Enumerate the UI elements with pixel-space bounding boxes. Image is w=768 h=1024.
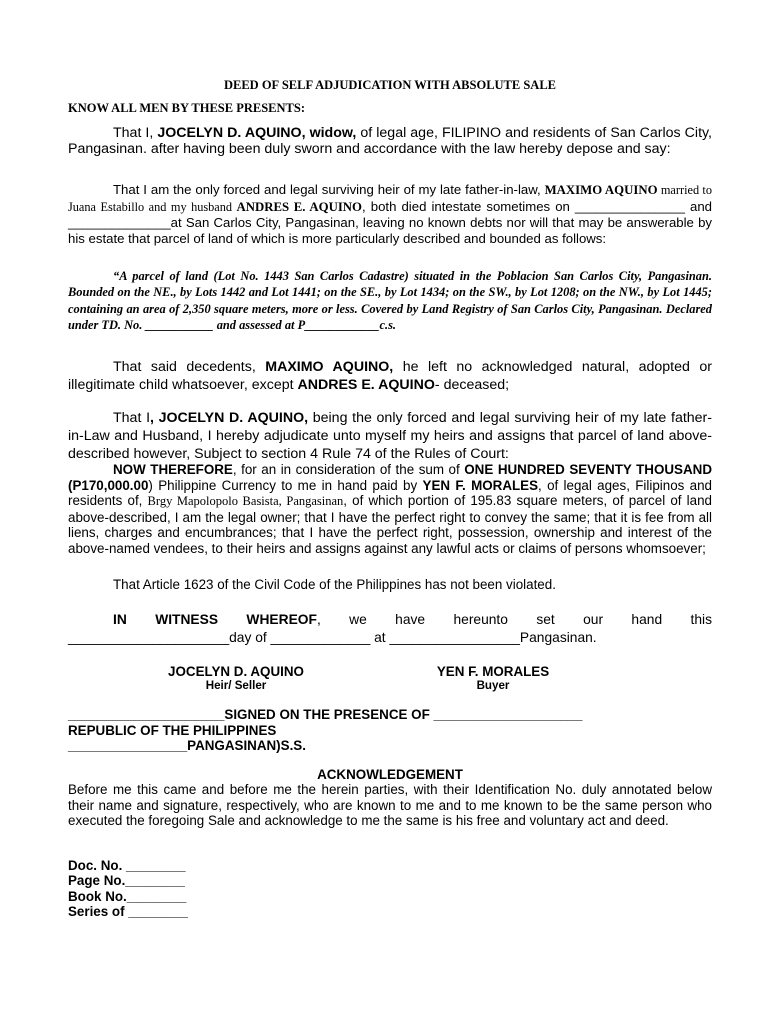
witness-word: have	[395, 612, 426, 627]
sale-amount: ONE HUNDRED SEVENTY THOUSAND (P170,000.00	[68, 462, 712, 493]
witness-word: we	[349, 612, 367, 627]
now-therefore: NOW THEREFORE	[113, 462, 233, 477]
paragraph-adjudication	[68, 409, 712, 463]
witness-clause	[68, 611, 712, 647]
witness-word: WITNESS	[155, 612, 219, 627]
republic-line: REPUBLIC OF THE PHILIPPINES	[68, 722, 277, 738]
text-segment: he left no acknowledged natural, adopted or illegitimate child whatsoever, except	[68, 359, 712, 393]
book-no-field: Book No.________	[68, 888, 187, 904]
text-segment: - deceased;	[434, 377, 510, 393]
heir-name: ANDRES E. AQUINO	[297, 377, 435, 393]
venue-line: ________________PANGASINAN)S.S.	[68, 738, 306, 753]
seller-name: JOCELYN D. AQUINO	[168, 664, 304, 679]
father-name: MAXIMO AQUINO	[544, 183, 658, 197]
text-segment: ) Philippine Currency to me in hand paid by	[148, 477, 423, 493]
seller-signature-block	[156, 664, 316, 692]
paragraph-consideration	[68, 462, 712, 557]
buyer-signature-block	[408, 664, 578, 692]
witness-word: WHEREOF,	[246, 612, 321, 627]
decedent-name: MAXIMO AQUINO,	[265, 359, 394, 375]
witness-date-line: _____________________day of _____________ at _________________Pangasinan.	[68, 630, 597, 645]
affiant-name: , JOCELYN D. AQUINO,	[150, 410, 309, 426]
text-segment: , for an in consideration of the sum of	[232, 462, 465, 477]
series-field: Series of ________	[68, 904, 188, 920]
witness-word: set	[536, 612, 555, 627]
text-segment: That I am the only forced and legal surviving heir of my late father-in-law,	[113, 182, 545, 197]
buyer-role: Buyer	[476, 679, 510, 692]
text-segment: , of which portion of 195.83 square meters, of parcel of land above-described, I am the legal owner; that I have the perfect right to convey the same; that it is fee from all liens, charges and encumbrances; that I have the perfect right, possession, ownership and interest of the above-named vendees, to their heirs and assigns against any lawful acts or claims of persons whomsoever;	[68, 493, 712, 556]
text-segment: That I,	[113, 125, 158, 141]
paragraph-affiant	[68, 125, 712, 157]
presence-block	[68, 707, 712, 754]
document-title: DEED OF SELF ADJUDICATION WITH ABSOLUTE SALE	[223, 78, 557, 92]
text-segment: being the only forced and legal surviving heir of my late father-in-Law and Husband, I hereby adjudicate unto myself my heirs and assigns that parcel of land above- described however, Subject to section 4 Rule 74 of the Rules of Court:	[68, 410, 713, 462]
witness-word: our	[583, 612, 604, 627]
paragraph-decedents	[68, 358, 712, 394]
paragraph-land-description: “A parcel of land (Lot No. 1443 San Carlos Cadastre) situated in the Poblacion San Carlos City, Pangasinan. Bounded on the NE., by Lots 1442 and Lot 1441; on the SE., by Lot 1434; on the SW., by Lot 1208; on the NW., by Lot 1445; containing an area of 2,350 square meters, more or less. Covered by Land Registry of San Carlos City, Pangasinan. Declared under TD. No. ___________ and assessed at P____________c.s.	[68, 269, 712, 332]
know-all-heading: KNOW ALL MEN BY THESE PRESENTS:	[68, 101, 305, 115]
buyer-name: YEN F. MORALES	[422, 477, 539, 493]
witness-word: IN	[113, 612, 127, 627]
husband-name: ANDRES E. AQUINO	[236, 199, 363, 214]
notarial-fields	[68, 858, 188, 920]
text-segment: married to Juana Estabillo and my husband	[68, 183, 712, 214]
witness-word: hand	[631, 612, 663, 627]
text-segment: That I	[113, 410, 151, 426]
acknowledgement-text: Before me this came and before me the herein parties, with their Identification No. duly annotated below their name and signature, respectively, who are known to me and to me known to be the same person who executed the foregoing Sale and acknowledge to me the same is his free and voluntary act and deed.	[68, 782, 712, 829]
acknowledgement-title: ACKNOWLEDGEMENT	[317, 767, 463, 782]
text-segment: of legal age, FILIPINO and residents of San Carlos City, Pangasinan. after having been duly sworn and accordance with the law hereby depose and say:	[68, 125, 712, 157]
paragraph-civil-code: That Article 1623 of the Civil Code of the Philippines has not been violated.	[113, 577, 556, 592]
text-segment: , of legal ages, Filipinos and residents of,	[68, 477, 712, 509]
text-segment: That said decedents,	[113, 359, 266, 375]
page-no-field: Page No.________	[68, 873, 185, 889]
seller-role: Heir/ Seller	[205, 679, 267, 692]
witness-word: hereunto	[453, 612, 508, 627]
buyer-name: YEN F. MORALES	[436, 664, 550, 679]
signed-presence-line: _____________________SIGNED ON THE PRESENCE OF ____________________	[68, 707, 583, 722]
witness-word: this	[690, 612, 712, 627]
witness-line	[68, 611, 712, 629]
doc-no-field: Doc. No. ________	[68, 858, 186, 873]
text-segment: , both died intestate sometimes on _______________ and ______________at San Carlos City, Pangasinan, leaving no known debts nor will that may be answerable by his estate that parcel of land of which is more particularly described and bounded as follows:	[68, 198, 713, 246]
paragraph-heir	[68, 182, 712, 246]
buyer-address: Brgy Mapolopolo Basista, Pangasinan	[147, 494, 344, 509]
affiant-name: JOCELYN D. AQUINO, widow,	[157, 125, 357, 141]
